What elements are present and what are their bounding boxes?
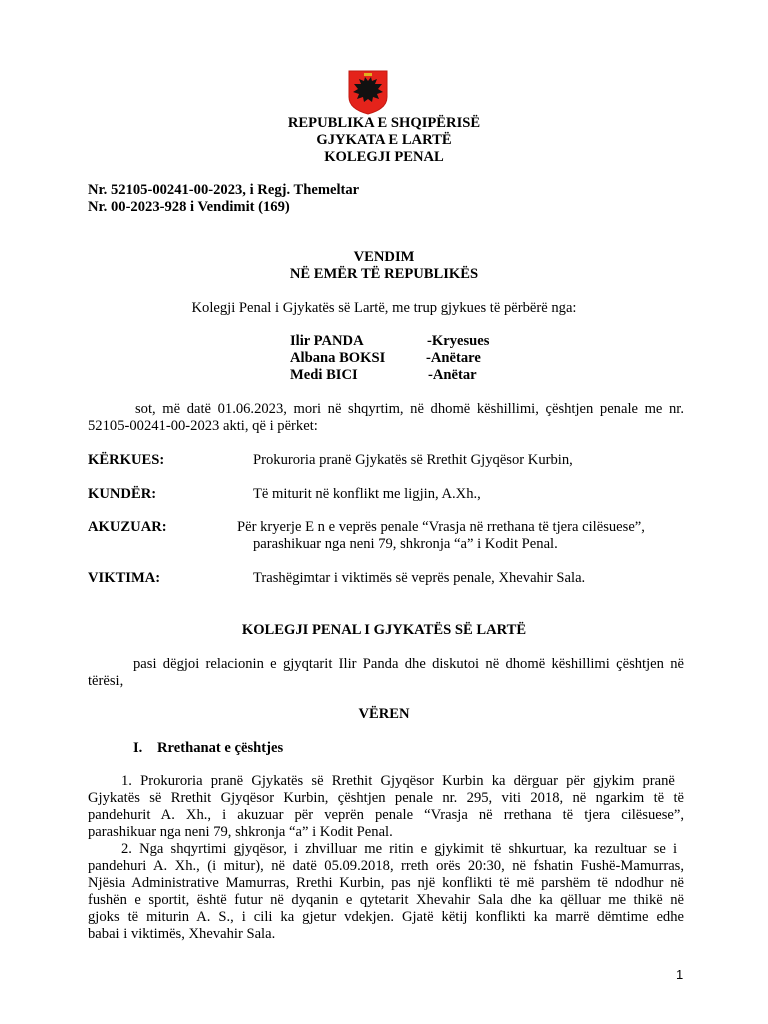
header-court: GJYKATA E LARTË — [316, 132, 452, 148]
paragraph-1-line: parashikuar nga neni 79, shkronja “a” i Kodit Penal. — [88, 824, 393, 840]
case-register-number: Nr. 52105-00241-00-2023, i Regj. Themeltar — [88, 182, 360, 198]
party-value-kunder: Të miturit në konflikt me ligjin, A.Xh., — [253, 486, 481, 502]
party-value-akuzuar: parashikuar nga neni 79, shkronja “a” i Kodit Penal. — [253, 536, 558, 552]
section-title: Rrethanat e çështjes — [157, 740, 284, 756]
paragraph-2-line: 2. Nga shqyrtimi gjyqësor, i zhvilluar me ritin e gjykimit të shkurtuar, ka rezultuar se i — [121, 841, 678, 857]
party-value-akuzuar: Për kryerje E n e veprës penale “Vrasja në rrethana të tjera cilësuese”, — [237, 519, 645, 535]
party-value-viktima: Trashëgimtar i viktimës së veprës penale, Xhevahir Sala. — [253, 570, 586, 586]
party-value-kerkues: Prokuroria pranë Gjykatës së Rrethit Gjyqësor Kurbin, — [253, 452, 573, 468]
session-text-line: 52105-00241-00-2023 akti, që i përket: — [88, 418, 318, 434]
page-number: 1 — [676, 967, 684, 982]
hearing-text-line: pasi dëgjoi relacionin e gjyqtarit Ilir Panda dhe diskutoi në dhomë këshillimi çështjen në — [133, 656, 684, 672]
section-number: I. — [133, 740, 143, 756]
panel-member-name: Medi BICI — [290, 367, 358, 383]
hearing-text-line: tërësi, — [88, 673, 124, 689]
panel-member-name: Ilir PANDA — [290, 333, 364, 349]
party-label-kerkues: KËRKUES: — [88, 452, 165, 468]
albanian-coat-of-arms-emblem — [347, 69, 389, 115]
paragraph-2-line: gjoks të miturin A. S., i cili ka gjetur vdekjen. Gjatë këtij konflikti ka marrë dëmtime edhe — [88, 909, 684, 925]
party-label-akuzuar: AKUZUAR: — [88, 519, 167, 535]
paragraph-2-line: fushën e sportit, është futur në dyqanin e qytetarit Xhevahir Sala dhe ka qëlluar me thikë në — [88, 892, 684, 908]
veren-heading: VËREN — [358, 706, 410, 722]
panel-member-role: -Anëtare — [426, 350, 481, 366]
panel-member-role: -Anëtar — [428, 367, 477, 383]
decision-title: VENDIM — [353, 249, 415, 265]
college-heading: KOLEGJI PENAL I GJYKATËS SË LARTË — [241, 622, 527, 638]
paragraph-2-line: pandehuri A. Xh., (i mitur), në datë 05.09.2018, rreth orës 20:30, në fshatin Fushë-Mamurras, — [88, 858, 684, 874]
case-decision-number: Nr. 00-2023-928 i Vendimit (169) — [88, 199, 290, 215]
paragraph-1-line: pandehurit A. Xh., i akuzuar për veprën penale “Vrasja në rrethana të tjera cilësuese”, — [88, 807, 684, 823]
party-label-kunder: KUNDËR: — [88, 486, 157, 502]
panel-intro: Kolegji Penal i Gjykatës së Lartë, me trup gjykues të përbërë nga: — [191, 300, 577, 316]
party-label-viktima: VIKTIMA: — [88, 570, 161, 586]
header-college: KOLEGJI PENAL — [324, 149, 444, 165]
panel-member-name: Albana BOKSI — [290, 350, 386, 366]
decision-subtitle: NË EMËR TË REPUBLIKËS — [289, 266, 479, 282]
paragraph-1-line: Gjykatës së Rrethit Gjyqësor Kurbin, çështjen penale nr. 295, viti 2018, në ngarkim të të — [88, 790, 684, 806]
paragraph-2-line: babai i viktimës, Xhevahir Sala. — [88, 926, 276, 942]
panel-member-role: -Kryesues — [427, 333, 490, 349]
paragraph-1-line: 1. Prokuroria pranë Gjykatës së Rrethit Gjyqësor Kurbin ka dërguar për gjykim pranë — [121, 773, 675, 789]
session-text-line: sot, më datë 01.06.2023, mori në shqyrtim, në dhomë këshillimi, çështjen penale me nr. — [135, 401, 684, 417]
paragraph-2-line: Njësia Administrative Mamurras, Rrethi Kurbin, pas një konflikti të më parshëm të ndodhur në — [88, 875, 684, 891]
header-country: REPUBLIKA E SHQIPËRISË — [287, 115, 481, 131]
